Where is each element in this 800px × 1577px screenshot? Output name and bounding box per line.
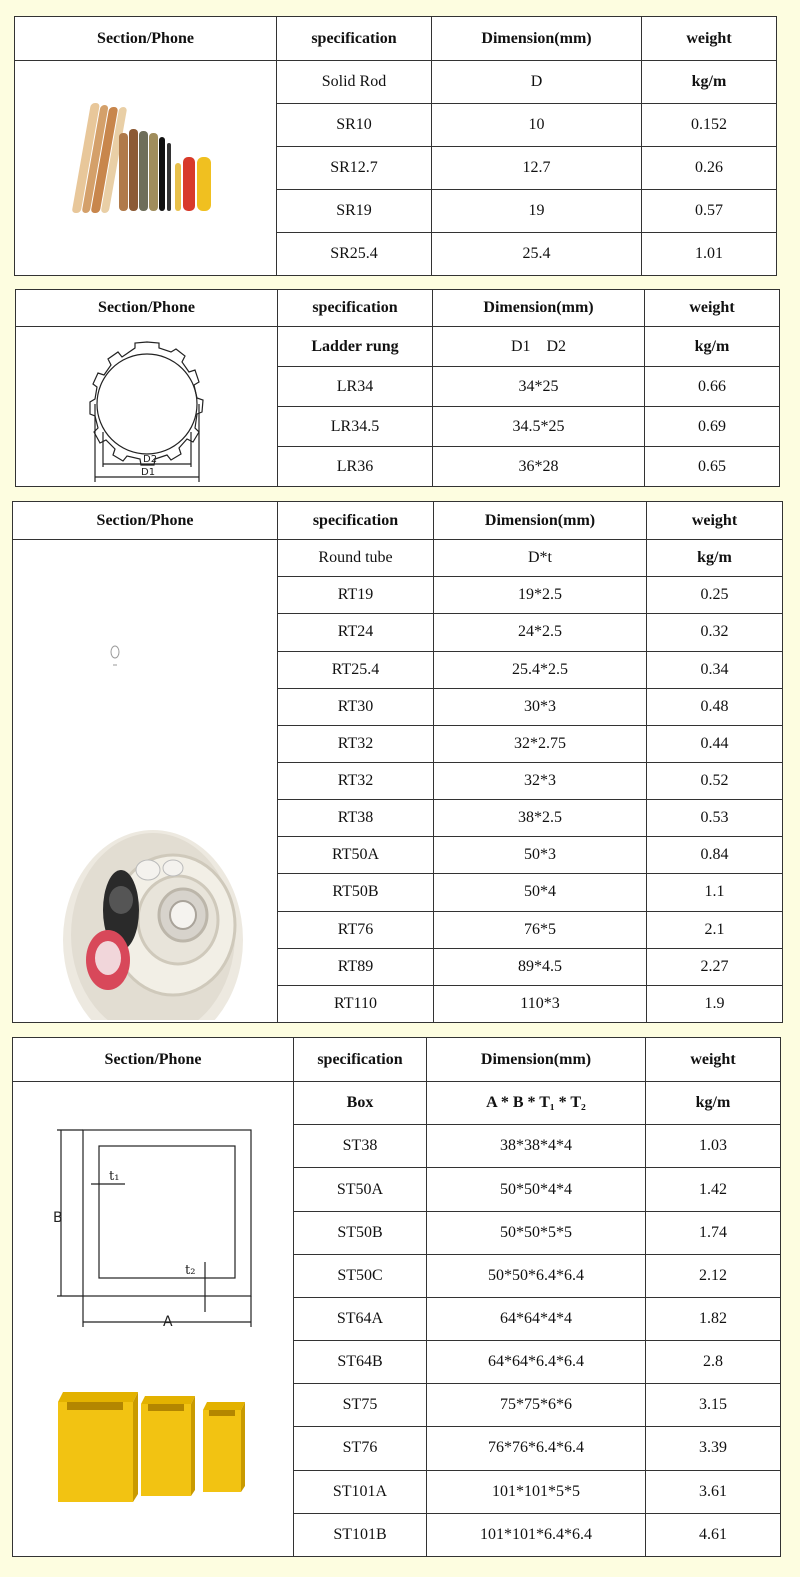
sub-dimension: D*t [434, 540, 647, 577]
spec-cell: ST50B [294, 1211, 427, 1254]
header-dimension: Dimension(mm) [427, 1038, 646, 1082]
weight-cell: 0.69 [645, 407, 780, 447]
spec-cell: ST64A [294, 1297, 427, 1340]
b-label: B [53, 1210, 63, 1227]
weight-cell: 0.52 [647, 762, 783, 799]
sub-weight: kg/m [647, 540, 783, 577]
dimension-cell: 50*3 [434, 837, 647, 874]
t1-label: t₁ [109, 1169, 120, 1185]
spec-cell: RT89 [278, 948, 434, 985]
spec-cell: SR19 [277, 190, 432, 233]
solid-rod-table [14, 16, 777, 276]
sub-weight: kg/m [642, 61, 777, 104]
dimension-cell: 32*2.75 [434, 725, 647, 762]
dimension-cell: 38*2.5 [434, 800, 647, 837]
dimension-cell: 38*38*4*4 [427, 1125, 646, 1168]
weight-cell: 0.25 [647, 577, 783, 614]
dimension-cell: 32*3 [434, 762, 647, 799]
t2-label: t₂ [185, 1263, 196, 1279]
weight-cell: 0.57 [642, 190, 777, 233]
weight-cell: 3.61 [646, 1470, 781, 1513]
spec-cell: RT110 [278, 985, 434, 1022]
weight-cell: 0.53 [647, 800, 783, 837]
weight-cell: 0.44 [647, 725, 783, 762]
sub-specification: Round tube [278, 540, 434, 577]
header-weight: weight [642, 17, 777, 61]
header-weight: weight [647, 502, 783, 540]
yellow-box-photo [58, 1392, 245, 1502]
dimension-cell: 50*50*4*4 [427, 1168, 646, 1211]
dimension-cell: 64*64*4*4 [427, 1297, 646, 1340]
round-tube-table [12, 501, 783, 1023]
weight-cell: 3.39 [646, 1427, 781, 1470]
spec-cell: SR10 [277, 104, 432, 147]
header-section: Section/Phone [13, 502, 278, 540]
spec-cell: LR36 [278, 447, 433, 487]
spec-cell: ST64B [294, 1341, 427, 1384]
spec-cell: RT30 [278, 688, 434, 725]
dimension-cell: 10 [432, 104, 642, 147]
d1-label: D1 [140, 466, 155, 478]
dimension-cell: 76*76*6.4*6.4 [427, 1427, 646, 1470]
header-dimension: Dimension(mm) [432, 17, 642, 61]
spec-cell: ST76 [294, 1427, 427, 1470]
spec-cell: ST101B [294, 1513, 427, 1556]
weight-cell: 0.66 [645, 367, 780, 407]
spec-cell: RT32 [278, 725, 434, 762]
box-section-diagram [57, 1130, 251, 1327]
weight-cell: 1.74 [646, 1211, 781, 1254]
header-specification: specification [278, 502, 434, 540]
spec-cell: SR12.7 [277, 147, 432, 190]
dimension-cell: 36*28 [433, 447, 645, 487]
dimension-cell: 34.5*25 [433, 407, 645, 447]
ladder-rung-diagram [16, 327, 278, 487]
weight-cell: 2.1 [647, 911, 783, 948]
weight-cell: 1.1 [647, 874, 783, 911]
weight-cell: 1.9 [647, 985, 783, 1022]
header-weight: weight [645, 290, 780, 327]
dimension-cell: 64*64*6.4*6.4 [427, 1341, 646, 1384]
dimension-cell: 12.7 [432, 147, 642, 190]
dimension-cell: 110*3 [434, 985, 647, 1022]
weight-cell: 0.34 [647, 651, 783, 688]
spec-cell: RT32 [278, 762, 434, 799]
weight-cell: 0.84 [647, 837, 783, 874]
spec-cell: RT76 [278, 911, 434, 948]
sub-dimension: A * B * T₁ * T₂ [427, 1082, 646, 1125]
dimension-cell: 50*50*5*5 [427, 1211, 646, 1254]
dimension-cell: 19*2.5 [434, 577, 647, 614]
small-diagram-icon [111, 646, 119, 665]
sub-specification: Solid Rod [277, 61, 432, 104]
header-dimension: Dimension(mm) [434, 502, 647, 540]
dimension-cell: 76*5 [434, 911, 647, 948]
dimension-cell: 25.4*2.5 [434, 651, 647, 688]
header-section: Section/Phone [16, 290, 278, 327]
weight-cell: 2.8 [646, 1341, 781, 1384]
weight-cell: 3.15 [646, 1384, 781, 1427]
sub-weight: kg/m [646, 1082, 781, 1125]
spec-cell: ST101A [294, 1470, 427, 1513]
sub-weight: kg/m [645, 327, 780, 367]
weight-cell: 1.42 [646, 1168, 781, 1211]
spec-cell: RT50B [278, 874, 434, 911]
sub-specification: Box [294, 1082, 427, 1125]
spec-cell: ST50C [294, 1254, 427, 1297]
weight-cell: 0.152 [642, 104, 777, 147]
dimension-cell: 50*50*6.4*6.4 [427, 1254, 646, 1297]
sub-dimension: D1 D2 [433, 327, 645, 367]
dimension-cell: 89*4.5 [434, 948, 647, 985]
dimension-cell: 75*75*6*6 [427, 1384, 646, 1427]
dimension-cell: 50*4 [434, 874, 647, 911]
header-specification: specification [277, 17, 432, 61]
spec-cell: ST50A [294, 1168, 427, 1211]
round-tube-photo [13, 540, 278, 1023]
spec-cell: RT19 [278, 577, 434, 614]
dimension-cell: 30*3 [434, 688, 647, 725]
box-table [12, 1037, 781, 1557]
header-specification: specification [278, 290, 433, 327]
weight-cell: 1.01 [642, 233, 777, 276]
a-label: A [163, 1314, 173, 1331]
weight-cell: 2.12 [646, 1254, 781, 1297]
weight-cell: 1.82 [646, 1297, 781, 1340]
header-dimension: Dimension(mm) [433, 290, 645, 327]
weight-cell: 0.48 [647, 688, 783, 725]
dimension-cell: 101*101*5*5 [427, 1470, 646, 1513]
spec-cell: SR25.4 [277, 233, 432, 276]
spec-cell: RT50A [278, 837, 434, 874]
header-specification: specification [294, 1038, 427, 1082]
header-section: Section/Phone [13, 1038, 294, 1082]
sub-specification: Ladder rung [278, 327, 433, 367]
spec-cell: RT25.4 [278, 651, 434, 688]
dimension-cell: 25.4 [432, 233, 642, 276]
d2-label: D2 [142, 453, 157, 465]
spec-cell: ST38 [294, 1125, 427, 1168]
sub-dimension: D [432, 61, 642, 104]
dimension-cell: 24*2.5 [434, 614, 647, 651]
spec-cell: RT24 [278, 614, 434, 651]
spec-cell: LR34.5 [278, 407, 433, 447]
spec-cell: RT38 [278, 800, 434, 837]
box-diagram-and-photo [13, 1082, 294, 1557]
dimension-cell: 34*25 [433, 367, 645, 407]
header-weight: weight [646, 1038, 781, 1082]
weight-cell: 1.03 [646, 1125, 781, 1168]
dimension-cell: 101*101*6.4*6.4 [427, 1513, 646, 1556]
solid-rod-photo [15, 61, 277, 276]
ladder-rung-table [15, 289, 780, 487]
dimension-cell: 19 [432, 190, 642, 233]
spec-cell: ST75 [294, 1384, 427, 1427]
weight-cell: 0.32 [647, 614, 783, 651]
weight-cell: 4.61 [646, 1513, 781, 1556]
weight-cell: 0.26 [642, 147, 777, 190]
spec-cell: LR34 [278, 367, 433, 407]
header-section: Section/Phone [15, 17, 277, 61]
weight-cell: 2.27 [647, 948, 783, 985]
weight-cell: 0.65 [645, 447, 780, 487]
